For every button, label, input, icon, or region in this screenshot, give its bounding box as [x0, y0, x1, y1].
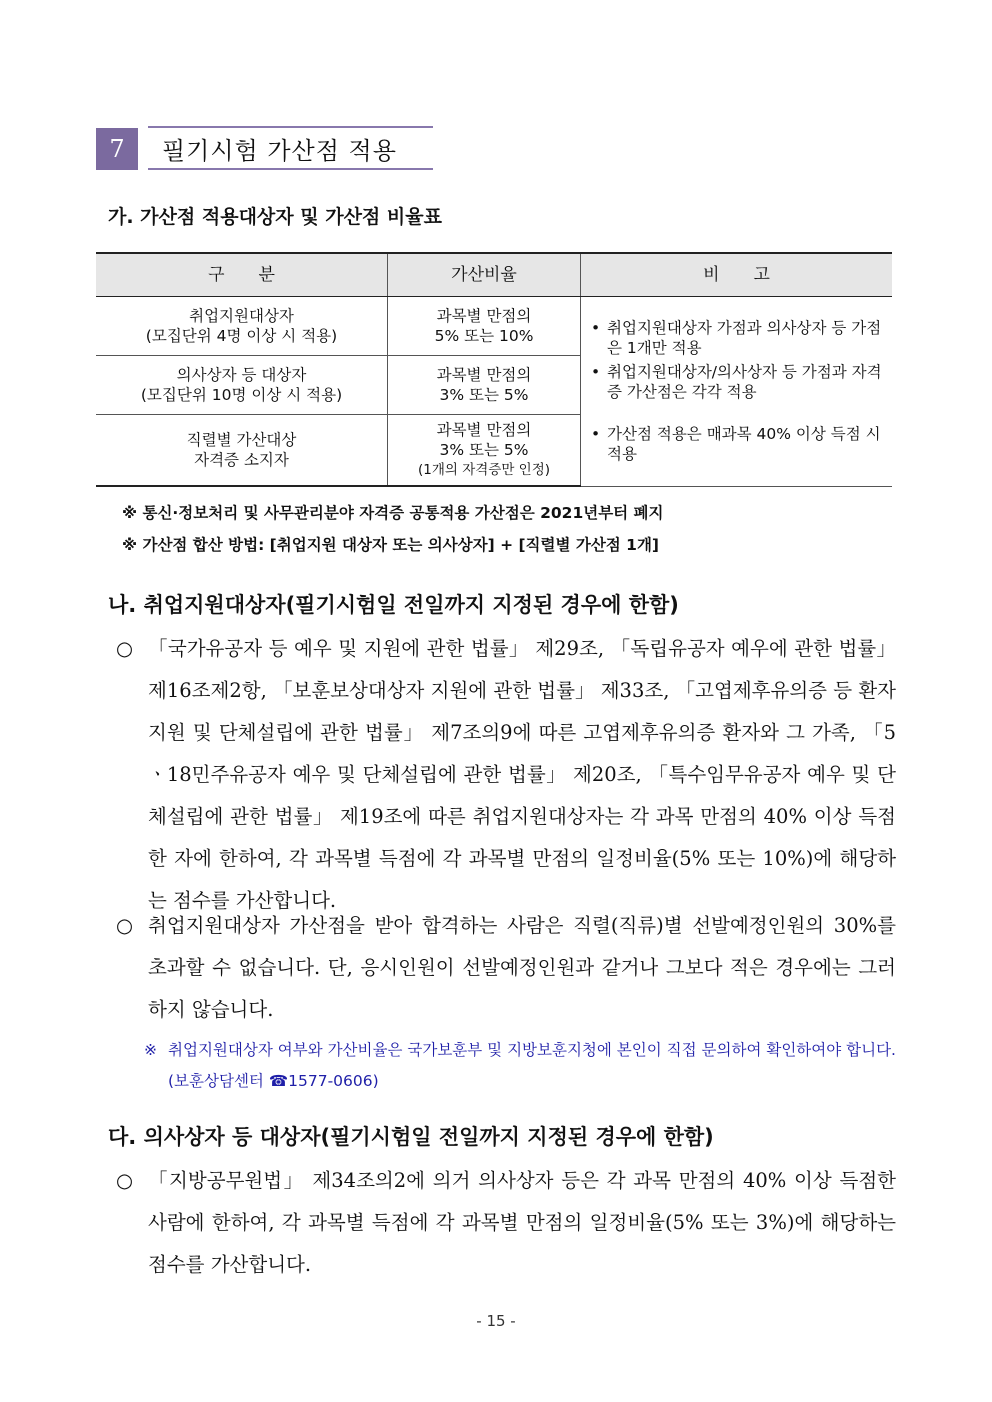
rate-cell [388, 415, 581, 487]
rate-cell [388, 297, 581, 356]
rate-value: 3% 또는 5% [439, 441, 529, 459]
circle-bullet-icon: ○ [116, 637, 134, 660]
col-header-rate: 가산비율 [388, 253, 581, 297]
paragraph-text: 취업지원대상자 가산점을 받아 합격하는 사람은 직렬(직류)별 선발예정인원의 30%를 초과할 수 없습니다. 단, 응시인원이 선발예정인원과 같거나 그보다 적은 경우에는 그러하지 않습니다. [148, 914, 896, 1021]
rate-line: 과목별 만점의 [436, 307, 532, 325]
bonus-rate-table [96, 252, 892, 487]
remark-text: 취업지원대상자 가점과 의사상자 등 가점은 1개만 적용 [607, 319, 882, 358]
circle-bullet-icon: ○ [116, 1169, 134, 1192]
table-header-row [96, 253, 892, 297]
paragraph-text: 「국가유공자 등 예우 및 지원에 관한 법률」 제29조, 「독립유공자 예우에 관한 법률」 제16조제2항, 「보훈보상대상자 지원에 관한 법률」 제33조, 「고엽제후유의증 등 환자지원 및 단체설립에 관한 법률」 제7조의9에 따른 고엽제후유의증 환자와 그 가족, 「5ㆍ18민주유공자 예우 및 단체설립에 관한 법률」 제20조, 「특수임무유공자 예우 및 단체설립에 관한 법률」 제19조에 따른 취업지원대상자는 각 과목 만점의 40% 이상 득점한 자에 한하여, 각 과목별 득점에 각 과목별 만점의 일정비율(5% 또는 10%)에 해당하는 점수를 가산합니다. [148, 637, 896, 912]
remark-text: 가산점 적용은 매과목 40% 이상 득점 시 적용 [607, 425, 881, 464]
category-name: 직렬별 가산대상 [186, 431, 297, 449]
category-cell [96, 356, 388, 415]
bullet-icon: • [591, 425, 601, 444]
rate-line: 과목별 만점의 [436, 366, 532, 384]
category-condition: 자격증 소지자 [194, 451, 289, 469]
category-name: 의사상자 등 대상자 [176, 366, 307, 384]
table-note-2: ※ 가산점 합산 방법: [취업지원 대상자 또는 의사상자] + [직렬별 가산점 1개] [122, 536, 660, 554]
category-cell [96, 297, 388, 356]
inquiry-note-text: 취업지원대상자 여부와 가산비율은 국가보훈부 및 지방보훈지청에 본인이 직접 문의하여 확인하여야 합니다.(보훈상담센터 ☎1577-0606) [168, 1041, 896, 1090]
table-note-1: ※ 통신·정보처리 및 사무관리분야 자격증 공통적용 가산점은 2021년부터 폐지 [122, 504, 664, 522]
section-number: 7 [96, 128, 138, 170]
remark-item [591, 318, 886, 358]
category-cell [96, 415, 388, 487]
circle-bullet-icon: ○ [116, 914, 134, 937]
remark-item [591, 362, 886, 402]
category-name: 취업지원대상자 [189, 307, 294, 325]
bullet-icon: • [591, 319, 601, 338]
remark-item [591, 424, 886, 464]
col-header-category: 구 분 [96, 253, 388, 297]
inquiry-note [144, 1035, 896, 1097]
sub-heading-b: 나. 취업지원대상자(필기시험일 전일까지 지정된 경우에 한함) [108, 593, 679, 617]
sub-heading-a: 가. 가산점 적용대상자 및 가산점 비율표 [108, 206, 442, 228]
paragraph-b2 [116, 905, 896, 1031]
bullet-icon: • [591, 363, 601, 382]
sub-heading-c: 다. 의사상자 등 대상자(필기시험일 전일까지 지정된 경우에 한함) [108, 1125, 714, 1149]
rate-line: 과목별 만점의 [436, 421, 532, 439]
category-condition: (모집단위 10명 이상 시 적용) [140, 386, 343, 404]
category-condition: (모집단위 4명 이상 시 적용) [145, 327, 338, 345]
rate-note: (1개의 자격증만 인정) [417, 462, 551, 478]
col-header-remarks: 비 고 [581, 253, 893, 297]
section-title: 필기시험 가산점 적용 [148, 126, 433, 170]
paragraph-text: 「지방공무원법」 제34조의2에 의거 의사상자 등은 각 과목 만점의 40% 이상 득점한 사람에 한하여, 각 과목별 득점에 각 과목별 만점의 일정비율(5% 또는 3%)에 해당하는 점수를 가산합니다. [148, 1169, 896, 1276]
table-row [96, 297, 892, 356]
remark-text: 취업지원대상자/의사상자 등 가점과 자격증 가산점은 각각 적용 [607, 363, 882, 402]
rate-cell [388, 356, 581, 415]
paragraph-b1 [116, 628, 896, 922]
rate-value: 5% 또는 10% [434, 327, 534, 345]
page-number: - 15 - [476, 1312, 516, 1330]
remarks-cell [581, 297, 893, 487]
rate-value: 3% 또는 5% [439, 386, 529, 404]
paragraph-c1 [116, 1160, 896, 1286]
note-mark: ※ [144, 1041, 157, 1059]
